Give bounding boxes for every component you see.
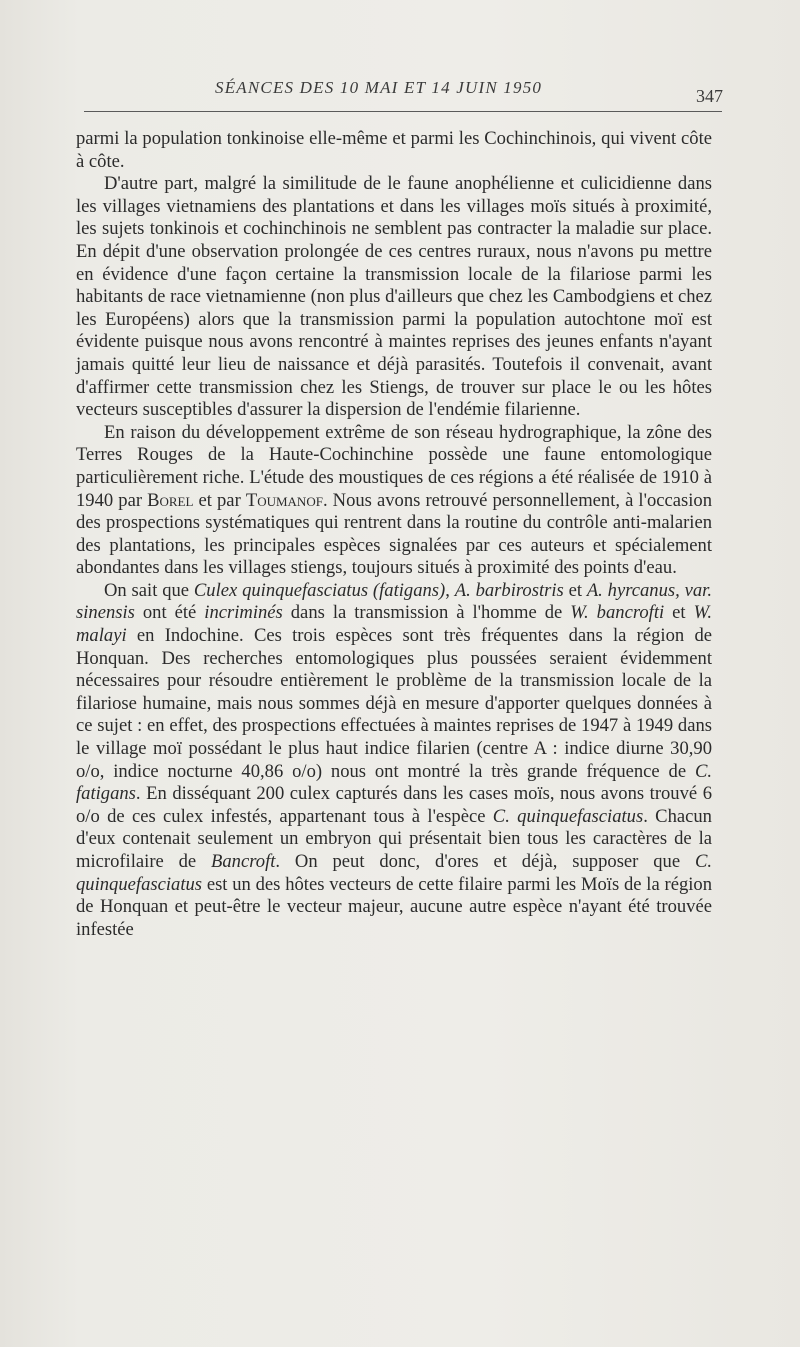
text-run: et par [193, 489, 246, 511]
text-run: dans la transmission à l'homme de [282, 602, 571, 624]
author-name: Toumanof [245, 489, 323, 511]
text-run: , [445, 579, 455, 601]
text-run: et [664, 602, 694, 624]
italic-text: Bancroft [211, 851, 276, 872]
italic-text: incriminés [204, 602, 283, 624]
italic-text: A. barbirostris [454, 579, 564, 601]
text-run: parmi la population tonkinoise elle-même et parmi les Cochinchinois, qui vivent côte à côte. [76, 128, 712, 172]
paragraph [76, 422, 712, 580]
text-run: En raison du développement extrême de son réseau hydrographique, la zône des Terres Rouges de la Haute-Cochinchine possède une faune entomologique particulièrement riche. L'étude des moustiques de ces régions a été réalisée de 1910 à 1940 par [76, 421, 712, 511]
header-rule [84, 111, 722, 112]
italic-text: C. quinquefasciatus [76, 851, 713, 895]
italic-text: C. fatigans [76, 760, 712, 805]
paragraph [76, 128, 712, 173]
italic-text: Culex quinquefasciatus (fatigans) [193, 579, 446, 601]
italic-text: W. malayi [76, 602, 712, 647]
body-text [76, 128, 712, 941]
text-run: . Chacun d'eux contenait seulement un embryon qui présentait bien tous les caractères de la microfilaire de [76, 805, 712, 872]
italic-text: C. quinquefasciatus [492, 805, 644, 827]
author-name: Borel [147, 489, 194, 511]
text-run: . Nous avons retrouvé personnellement, à l'occasion des prospections systématiques qui rentrent dans la routine du contrôle anti-malarien des plantations, les principales espèces signalées par ces auteurs et spécialement abondantes dans les villages stiengs, toujours situés à proximité des points d'eau. [76, 489, 712, 579]
text-run: . En disséquant 200 culex capturés dans les cases moïs, nous avons trouvé 6 o/o de ces culex infestés, appartenant tous à l'espèce [76, 783, 712, 827]
text-run: est un des hôtes vecteurs de cette filaire parmi les Moïs de la région de Honquan et peut-être le vecteur majeur, aucune autre espèce n'ayant été trouvée infestée [76, 873, 712, 940]
text-run: ont été [134, 602, 205, 624]
italic-text: A. hyrcanus, var. sinensis [76, 579, 712, 624]
text-run: D'autre part, malgré la similitude de le faune anophélienne et culicidienne dans les villages vietnamiens des plantations et dans les villages moïs situés à proximité, les sujets tonkinois et cochinchinois ne semblent pas contracter la maladie sur place. En dépit d'une observation prolongée de ces centres ruraux, nous n'avons pu mettre en évidence d'une façon certaine la transmission locale de la filariose parmi les habitants de race vietnamienne (non plus d'ailleurs que chez les Cambodgiens et chez les Européens) alors que la transmission parmi la population autochtone moï est évidente puisque nous avons rencontré à maintes reprises des jeunes enfants n'ayant jamais quitté leur lieu de naissance et déjà parasités. Toutefois il convenait, avant d'affirmer cette transmission chez les Stiengs, de trouver sur place le ou les hôtes vecteurs susceptibles d'assurer la dispersion de l'endémie filarienne. [76, 173, 712, 421]
page-number: 347 [696, 86, 723, 106]
paragraph [76, 580, 712, 942]
text-run: en Indochine. Ces trois espèces sont très fréquentes dans la région de Honquan. Des recherches entomologiques plus poussées seraient évidemment nécessaires pour résoudre entièrement le problème de la transmission locale de la filariose humaine, mais nous sommes déjà en mesure d'apporter quelques données à ce sujet : en effet, des prospections effectuées à maintes reprises de 1947 à 1949 dans le village moï possédant le plus haut indice filarien (centre A : indice diurne 30,90 o/o, indice nocturne 40,86 o/o) nous ont montré la très grande fréquence de [76, 625, 712, 782]
text-run: On sait que [104, 579, 194, 601]
italic-text: W. bancrofti [570, 602, 665, 624]
text-run: . On peut donc, d'ores et déjà, supposer que [275, 851, 695, 872]
running-head: SÉANCES DES 10 MAI ET 14 JUIN 1950 [215, 78, 543, 97]
text-run: et [563, 579, 587, 601]
paragraph [76, 173, 712, 422]
